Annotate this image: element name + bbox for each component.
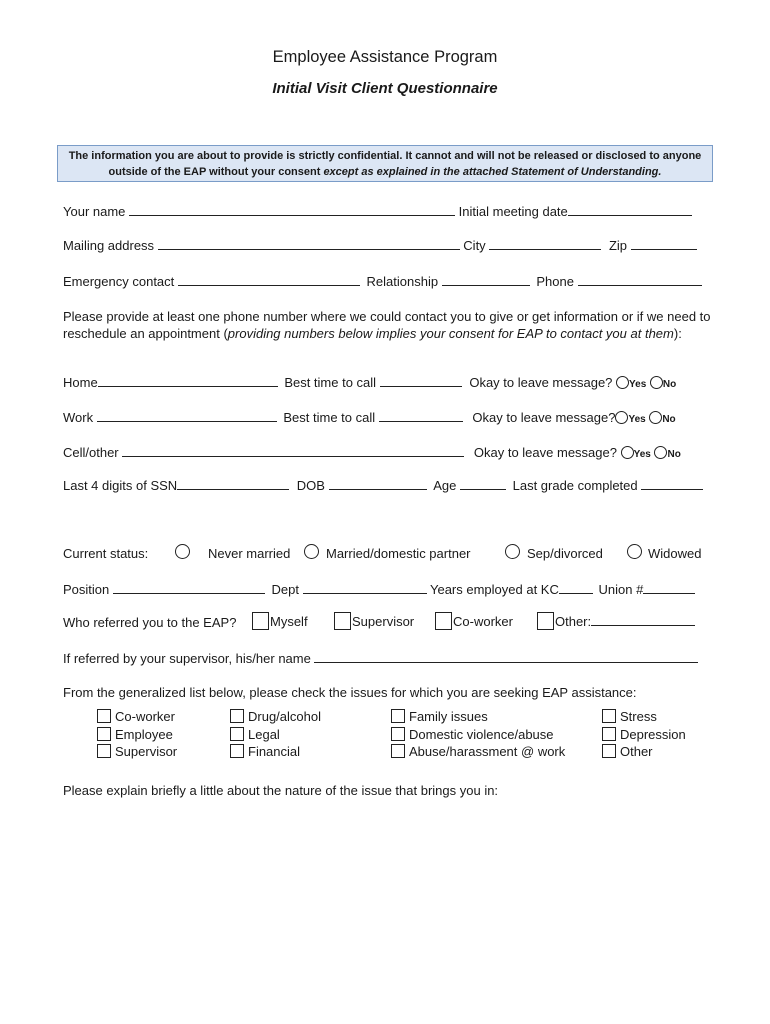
supervisor-name-field[interactable] — [314, 650, 698, 663]
age-field[interactable] — [460, 477, 506, 490]
ssn-label: Last 4 digits of SSN — [63, 478, 178, 493]
status-radio[interactable] — [304, 544, 319, 559]
status-divorced[interactable] — [505, 544, 520, 559]
mailing-address-field[interactable] — [158, 237, 460, 250]
initial-meeting-date-field[interactable] — [568, 203, 692, 216]
address-row — [63, 237, 697, 253]
referral-other[interactable]: Other: — [537, 612, 695, 630]
cell-phone-row: Cell/other Okay to leave message? Yes No — [63, 445, 681, 460]
dept-label: Dept — [271, 582, 299, 597]
city-label: City — [463, 238, 486, 253]
work-best-time-field[interactable] — [379, 409, 463, 422]
ssn-field[interactable] — [177, 477, 289, 490]
years-label: Years employed at KC — [429, 582, 559, 597]
issue-item[interactable]: Supervisor — [97, 743, 177, 761]
status-never-married[interactable] — [175, 544, 190, 559]
issue-item[interactable]: Co-worker — [97, 708, 177, 726]
issue-item[interactable]: Domestic violence/abuse — [391, 726, 565, 744]
status-never-married-label: Never married — [208, 546, 291, 561]
cell-yes-radio[interactable] — [621, 446, 634, 459]
supervisor-name-label: If referred by your supervisor, his/her name — [63, 651, 311, 666]
initial-meeting-date-label: Initial meeting date — [458, 204, 568, 219]
referral-myself[interactable]: Myself — [252, 612, 308, 630]
issue-item[interactable]: Financial — [230, 743, 321, 761]
best-time-label: Best time to call — [284, 375, 377, 390]
issue-item[interactable]: Stress — [602, 708, 686, 726]
zip-label: Zip — [608, 238, 627, 253]
checkbox[interactable] — [391, 744, 405, 758]
issues-intro: From the generalized list below, please check the issues for which you are seeking EAP assistance: — [63, 685, 637, 700]
employment-row — [63, 581, 695, 597]
explain-area[interactable] — [63, 805, 713, 1005]
cell-no-radio[interactable] — [654, 446, 667, 459]
work-label: Work — [63, 410, 94, 425]
home-label: Home — [63, 375, 98, 390]
issues-column-2 — [230, 708, 321, 761]
work-phone-field[interactable] — [97, 409, 277, 422]
issue-item[interactable]: Employee — [97, 726, 177, 744]
issues-column-3 — [391, 708, 565, 761]
checkbox[interactable] — [391, 709, 405, 723]
emergency-row — [63, 273, 702, 289]
issue-item[interactable]: Abuse/harassment @ work — [391, 743, 565, 761]
okay-message-label: Okay to leave message? — [473, 445, 617, 460]
status-radio[interactable] — [175, 544, 190, 559]
status-divorced-label: Sep/divorced — [527, 546, 603, 561]
issue-item[interactable]: Legal — [230, 726, 321, 744]
issue-item[interactable]: Drug/alcohol — [230, 708, 321, 726]
home-phone-row: Home Best time to call Okay to leave message? Yes No — [63, 375, 677, 390]
home-no-radio[interactable] — [650, 376, 663, 389]
status-married[interactable] — [304, 544, 319, 559]
position-field[interactable] — [113, 581, 265, 594]
checkbox[interactable] — [97, 727, 111, 741]
issue-item[interactable]: Family issues — [391, 708, 565, 726]
cell-label: Cell/other — [63, 445, 119, 460]
checkbox[interactable] — [602, 709, 616, 723]
id-row — [63, 477, 703, 493]
checkbox[interactable] — [334, 612, 351, 630]
checkbox[interactable] — [230, 727, 244, 741]
age-label: Age — [433, 478, 457, 493]
home-yes-radio[interactable] — [616, 376, 629, 389]
name-row — [63, 203, 692, 219]
checkbox[interactable] — [602, 744, 616, 758]
status-widowed-label: Widowed — [648, 546, 702, 561]
explain-prompt: Please explain briefly a little about the nature of the issue that brings you in: — [63, 783, 499, 798]
work-phone-row: Work Best time to call Okay to leave message? Yes No — [63, 410, 676, 425]
your-name-label: Your name — [63, 204, 126, 219]
status-widowed[interactable] — [627, 544, 642, 559]
okay-message-label: Okay to leave message? — [469, 375, 613, 390]
status-radio[interactable] — [627, 544, 642, 559]
union-label: Union # — [598, 582, 644, 597]
checkbox[interactable] — [602, 727, 616, 741]
checkbox[interactable] — [97, 744, 111, 758]
referral-coworker[interactable]: Co-worker — [435, 612, 513, 630]
dept-field[interactable] — [303, 581, 427, 594]
home-phone-field[interactable] — [98, 374, 278, 387]
referral-label: Who referred you to the EAP? — [63, 615, 237, 630]
issues-column-4 — [602, 708, 686, 761]
work-yes-radio[interactable] — [615, 411, 628, 424]
position-label: Position — [63, 582, 110, 597]
issues-column-1 — [97, 708, 177, 761]
emergency-contact-label: Emergency contact — [63, 274, 175, 289]
grade-field[interactable] — [641, 477, 703, 490]
cell-phone-field[interactable] — [122, 444, 464, 457]
mailing-address-label: Mailing address — [63, 238, 155, 253]
relationship-field[interactable] — [442, 273, 530, 286]
work-no-radio[interactable] — [649, 411, 662, 424]
current-status-label: Current status: — [63, 546, 149, 561]
phone-label: Phone — [536, 274, 574, 289]
issue-item[interactable]: Other — [602, 743, 686, 761]
page-title: Employee Assistance Program — [272, 48, 498, 66]
zip-field[interactable] — [631, 237, 697, 250]
checkbox[interactable] — [230, 709, 244, 723]
grade-label: Last grade completed — [512, 478, 638, 493]
checkbox[interactable] — [97, 709, 111, 723]
issue-item[interactable]: Depression — [602, 726, 686, 744]
dob-field[interactable] — [329, 477, 427, 490]
okay-message-label: Okay to leave message? — [472, 410, 616, 425]
notice-italic-text: except as explained in the attached Statement of Understanding. — [323, 166, 662, 178]
checkbox[interactable] — [435, 612, 452, 630]
phone-instructions: Please provide at least one phone number where we could contact you to give or get information or if we need to reschedule an appointment (providing numbers below implies your consent for EAP to contact you at them): — [63, 309, 711, 341]
supervisor-name-row — [63, 650, 698, 666]
confidentiality-notice — [57, 145, 713, 182]
status-radio[interactable] — [505, 544, 520, 559]
relationship-label: Relationship — [366, 274, 439, 289]
checkbox[interactable] — [252, 612, 269, 630]
referral-other-field[interactable] — [591, 613, 695, 626]
your-name-field[interactable] — [129, 203, 455, 216]
page-subtitle: Initial Visit Client Questionnaire — [272, 80, 498, 97]
checkbox[interactable] — [537, 612, 554, 630]
referral-supervisor[interactable]: Supervisor — [334, 612, 414, 630]
status-married-label: Married/domestic partner — [326, 546, 471, 561]
city-field[interactable] — [489, 237, 601, 250]
checkbox[interactable] — [230, 744, 244, 758]
emergency-contact-field[interactable] — [178, 273, 360, 286]
dob-label: DOB — [296, 478, 325, 493]
phone-field[interactable] — [578, 273, 702, 286]
notice-text: The information you are about to provide is strictly confidential. It cannot and will not be released or disclosed to anyone outside of the EAP without your consent — [68, 150, 702, 178]
home-best-time-field[interactable] — [380, 374, 462, 387]
years-field[interactable] — [559, 581, 593, 594]
best-time-label: Best time to call — [283, 410, 376, 425]
union-field[interactable] — [643, 581, 695, 594]
checkbox[interactable] — [391, 727, 405, 741]
